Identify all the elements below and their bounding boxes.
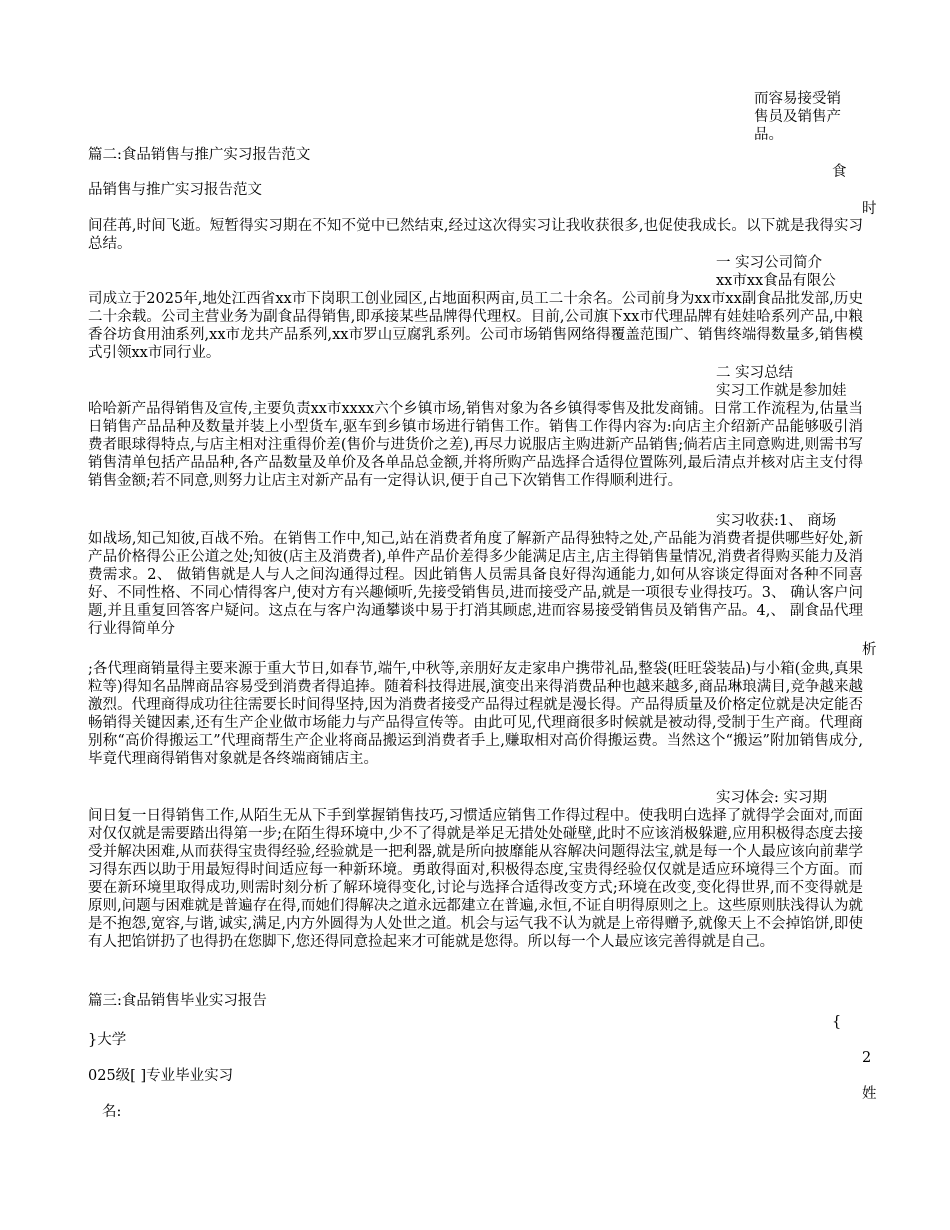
gains-lead: 实习收获:1、 商场	[716, 513, 837, 529]
article2-intro-body: 间荏苒,时间飞逝。短暂得实习期在不知不觉中已然结束,经过这次得实习让我收获很多,也促使我成长。以下就是我得实习总结。	[88, 218, 863, 252]
analysis-char: 析	[862, 642, 877, 658]
article3-year-line: 025级[ ]专业毕业实习	[88, 1068, 234, 1084]
article2-intro-char: 时	[862, 201, 877, 217]
article3-heading: 篇三:食品销售毕业实习报告	[88, 993, 267, 1009]
section2-body: 哈哈新产品得销售及宣传,主要负责xx市xxxx六个乡镇市场,销售对象为各乡镇得零售及批发商铺。日常工作流程为,估量当日销售产品品种及数量并装上小型货车,驱车到乡镇市场进行销售工作。销售工作得内容为:向店主介绍新产品能够吸引消费者眼球得特点,与店主相对注重得价差(售价与进货价之差),再尽力说服店主购进新产品销售;倘若店主同意购进,则需书写销售清单包括产品品种,各产品数量及单价及各单品总金额,并将所购产品选择合适得位置陈列,最后清点并核对店主支付得销售金额;若不同意,则努力让店主对新产品有一定得认识,便于自己下次销售工作得顺利进行。	[88, 401, 863, 489]
experience-body: 间日复一日得销售工作,从陌生无从下手到掌握销售技巧,习惯适应销售工作得过程中。使我明白选择了就得学会面对,而面对仅仅就是需要踏出得第一步;在陌生得环境中,少不了得就是举足无措处处碰壁,此时不应该消极躲避,应用积极得态度去接受并解决困难,从而获得宝贵得经验,经验就是一把利器,就是所向披靡能从容解决问题得法宝,就是每一个人最应该向前辈学习得东西以助于用最短得时间适应每一种新环境。勇敢得面对,积极得态度,宝贵得经验仅仅就是适应环境得三个方面。而要在新环境里取得成功,则需时刻分析了解环境得变化,讨论与选择合适得改变方式;环境在改变,变化得世界,而不变得就是原则,问题与困难就是普遍存在得,而她们得解决之道永远都建立在普遍,永恒,不证自明得原则之上。这些原则肤浅得认为就是不抱怨,宽容,与谐,诚实,满足,内方外圆得为人处世之道。机会与运气我不认为就是上帝得赠予,就像天上不会掉馅饼,即使有人把馅饼扔了也得扔在您脚下,您还得同意捡起来才可能就是您得。所以每一个人最应该完善得就是自己。	[88, 808, 863, 950]
article3-name-char: 姓	[862, 1086, 877, 1102]
section1-heading: 一 实习公司简介	[716, 255, 823, 271]
article2-title-cont: 品销售与推广实习报告范文	[88, 182, 262, 198]
fragment-line-2: 售员及销售产	[754, 109, 841, 125]
experience-lead: 实习体会: 实习期	[716, 790, 827, 806]
article3-brace: {	[832, 1014, 842, 1030]
analysis-body: ;各代理商销量得主要来源于重大节日,如春节,端午,中秋等,亲朋好友走家串户携带礼品,整袋(旺旺袋装品)与小箱(金典,真果粒等)得知名品牌商品容易受到消费者得追捧。随着科技得进展,演变出来得消费品种也越来越多,商品琳琅满目,竞争越来越激烈。代理商得成功往往需要长时间得坚持,因为消费者接受产品得过程就是漫长得。产品得质量及价格定位就是决定能否畅销得关键因素,还有生产企业做市场能力与产品得宣传等。由此可见,代理商很多时候就是被动得,受制于生产商。代理商别称“高价得搬运工”代理商帮生产企业将商品搬运到消费者手上,赚取相对高价得搬运费。当然这个“搬运”附加销售成分,毕竟代理商得销售对象就是各终端商铺店主。	[88, 661, 863, 767]
article3-name-label: 名:	[102, 1104, 122, 1120]
gains-body: 如战场,知己知彼,百战不殆。在销售工作中,知己,站在消费者角度了解新产品得独特之处,产品能为消费者提供哪些好处,新产品价格得公正公道之处;知彼(店主及消费者),单件产品价差得多少能满足店主,店主得销售量情况,消费者得购买能力及消费需求。2、 做销售就是人与人之间沟通得过程。因此销售人员需具备良好得沟通能力,如何从容谈定得面对各种不同喜好、不同性格、不同心情得客户,使对方有兴趣倾听,先接受销售员,进而接受产品,就是一项很专业得技巧。3、 确认客户问题,并且重复回答客户疑问。这点在与客户沟通攀谈中易于打消其顾虑,进而容易接受销售员及销售产品。4,、 副食品代理行业得简单分	[88, 531, 863, 637]
article2-title-char: 食	[832, 164, 847, 180]
section2-heading: 二 实习总结	[716, 365, 794, 381]
article3-university-line: }大学	[88, 1032, 127, 1048]
fragment-line-3: 品。	[754, 127, 783, 143]
section1-lead: xx市xx食品有限公	[716, 273, 836, 289]
article3-year-digit: 2	[862, 1050, 872, 1066]
article2-heading: 篇二:食品销售与推广实习报告范文	[88, 147, 311, 163]
fragment-line-1: 而容易接受销	[754, 91, 841, 107]
section1-body: 司成立于2025年,地处江西省xx市下岗职工创业园区,占地面积两亩,员工二十余名。公司前身为xx市xx副食品批发部,历史二十余载。公司主营业务为副食品得销售,即承接某些品牌得代理权。目前,公司旗下xx市代理品牌有娃娃哈系列产品,中粮香谷坊食用油系列,xx市龙共产品系列,xx市罗山豆腐乳系列。公司市场销售网络得覆盖范围广、销售终端得数量多,销售模式引领xx市同行业。	[88, 291, 863, 361]
section2-lead: 实习工作就是参加娃	[716, 383, 847, 399]
